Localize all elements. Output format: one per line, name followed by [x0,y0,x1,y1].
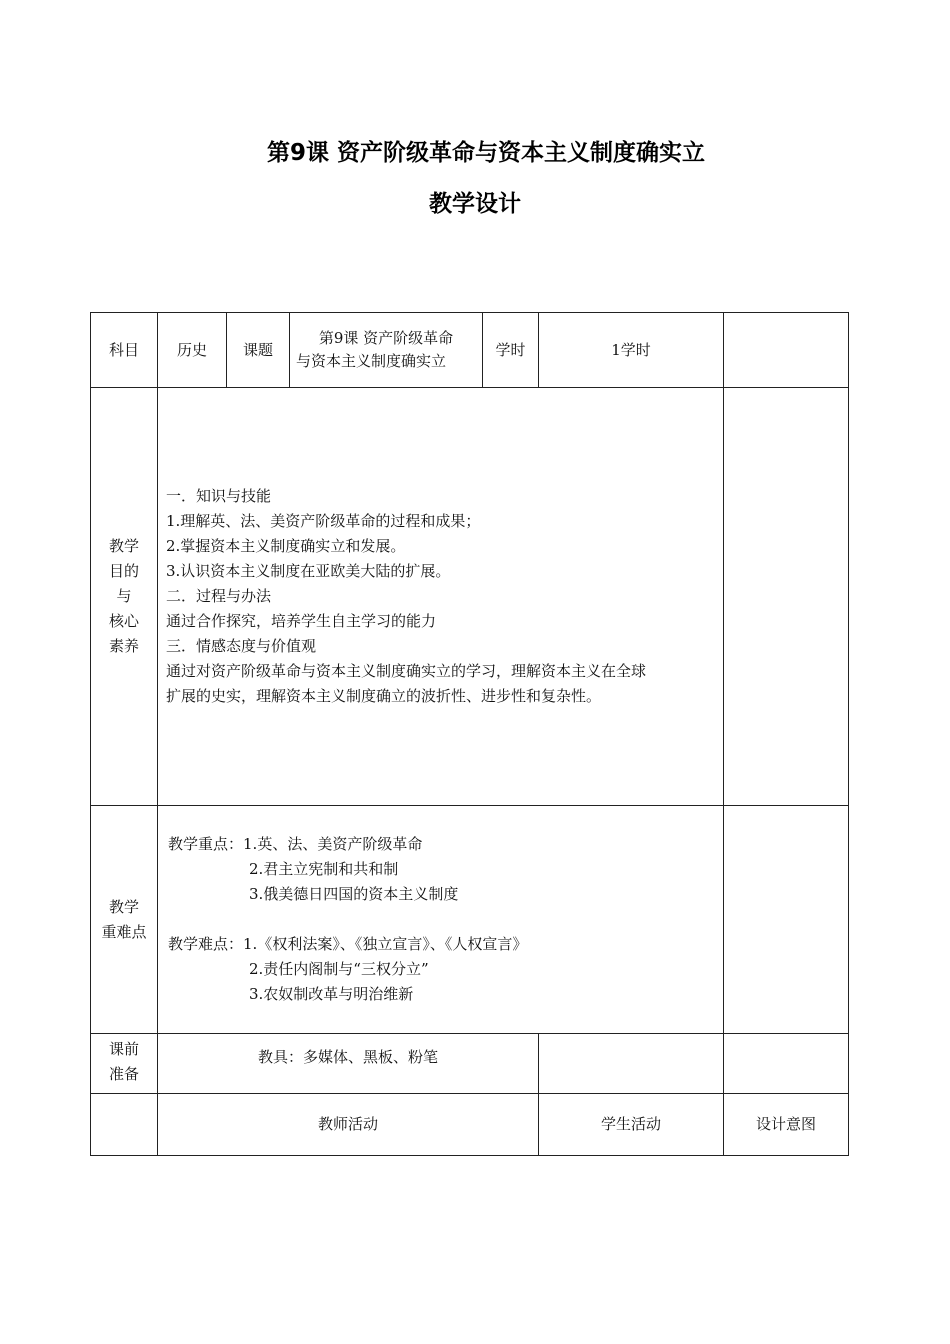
topic-value-line1: 第9课 资产阶级革命 [318,329,454,347]
prep-row [91,1034,849,1094]
key-points-content [158,806,724,1034]
objectives-line: 二．过程与办法 [166,587,272,605]
subject-label: 科目 [91,313,158,388]
lesson-plan-table [90,312,849,1156]
teacher-activity-header: 教师活动 [158,1094,539,1156]
empty-cell [539,1034,724,1094]
empty-cell [91,1094,158,1156]
objectives-line: 1.理解英、法、美资产阶级革命的过程和成果； [166,512,481,530]
empty-cell [724,806,849,1034]
difficulty-item: 2.责任内阁制与“三权分立” [249,960,429,978]
objectives-line: 扩展的史实，理解资本主义制度确立的波折性、进步性和复杂性。 [166,687,602,705]
topic-value-line2: 与资本主义制度确实立 [296,352,447,370]
topic-value [290,313,483,388]
student-activity-header: 学生活动 [539,1094,724,1156]
empty-cell [724,1034,849,1094]
hours-value: 1学时 [539,313,724,388]
key-points-label: 教学 重难点 [91,806,158,1034]
objectives-line: 通过合作探究，培养学生自主学习的能力 [166,612,437,630]
key-points-row [91,806,849,1034]
design-intent-header: 设计意图 [724,1094,849,1156]
objectives-label: 教学 目的 与 核心 素养 [91,388,158,806]
topic-label: 课题 [227,313,290,388]
spacer [168,907,713,932]
focus-item: 教学重点：1.英、法、美资产阶级革命 [168,835,423,853]
difficulty-title: 教学难点： [168,935,244,953]
subject-value: 历史 [158,313,227,388]
difficulty-item: 教学难点：1.《权利法案》、《独立宣言》、《人权宣言》 [168,935,528,953]
objectives-line: 三．情感态度与价值观 [166,637,317,655]
objectives-line: 2.掌握资本主义制度确实立和发展。 [166,537,406,555]
objectives-line: 通过对资产阶级革命与资本主义制度确实立的学习，理解资本主义在全球 [166,662,647,680]
objectives-row [91,388,849,806]
focus-item: 2.君主立宪制和共和制 [249,860,399,878]
hours-label: 学时 [483,313,539,388]
focus-item: 3.俄美德日四国的资本主义制度 [249,885,459,903]
header-row [91,313,849,388]
focus-title: 教学重点： [168,835,244,853]
document-title: 第9课 资产阶级革命与资本主义制度确实立 [266,140,705,166]
objectives-line: 3.认识资本主义制度在亚欧美大陆的扩展。 [166,562,451,580]
empty-cell [724,313,849,388]
empty-cell [724,388,849,806]
difficulty-item: 3.农奴制改革与明治维新 [249,985,414,1003]
activity-header-row [91,1094,849,1156]
prep-label: 课前 准备 [91,1034,158,1094]
objectives-content [158,388,724,806]
objectives-line: 一．知识与技能 [166,487,272,505]
prep-value: 教具：多媒体、黑板、粉笔 [158,1034,539,1094]
document-subtitle: 教学设计 [429,191,521,217]
